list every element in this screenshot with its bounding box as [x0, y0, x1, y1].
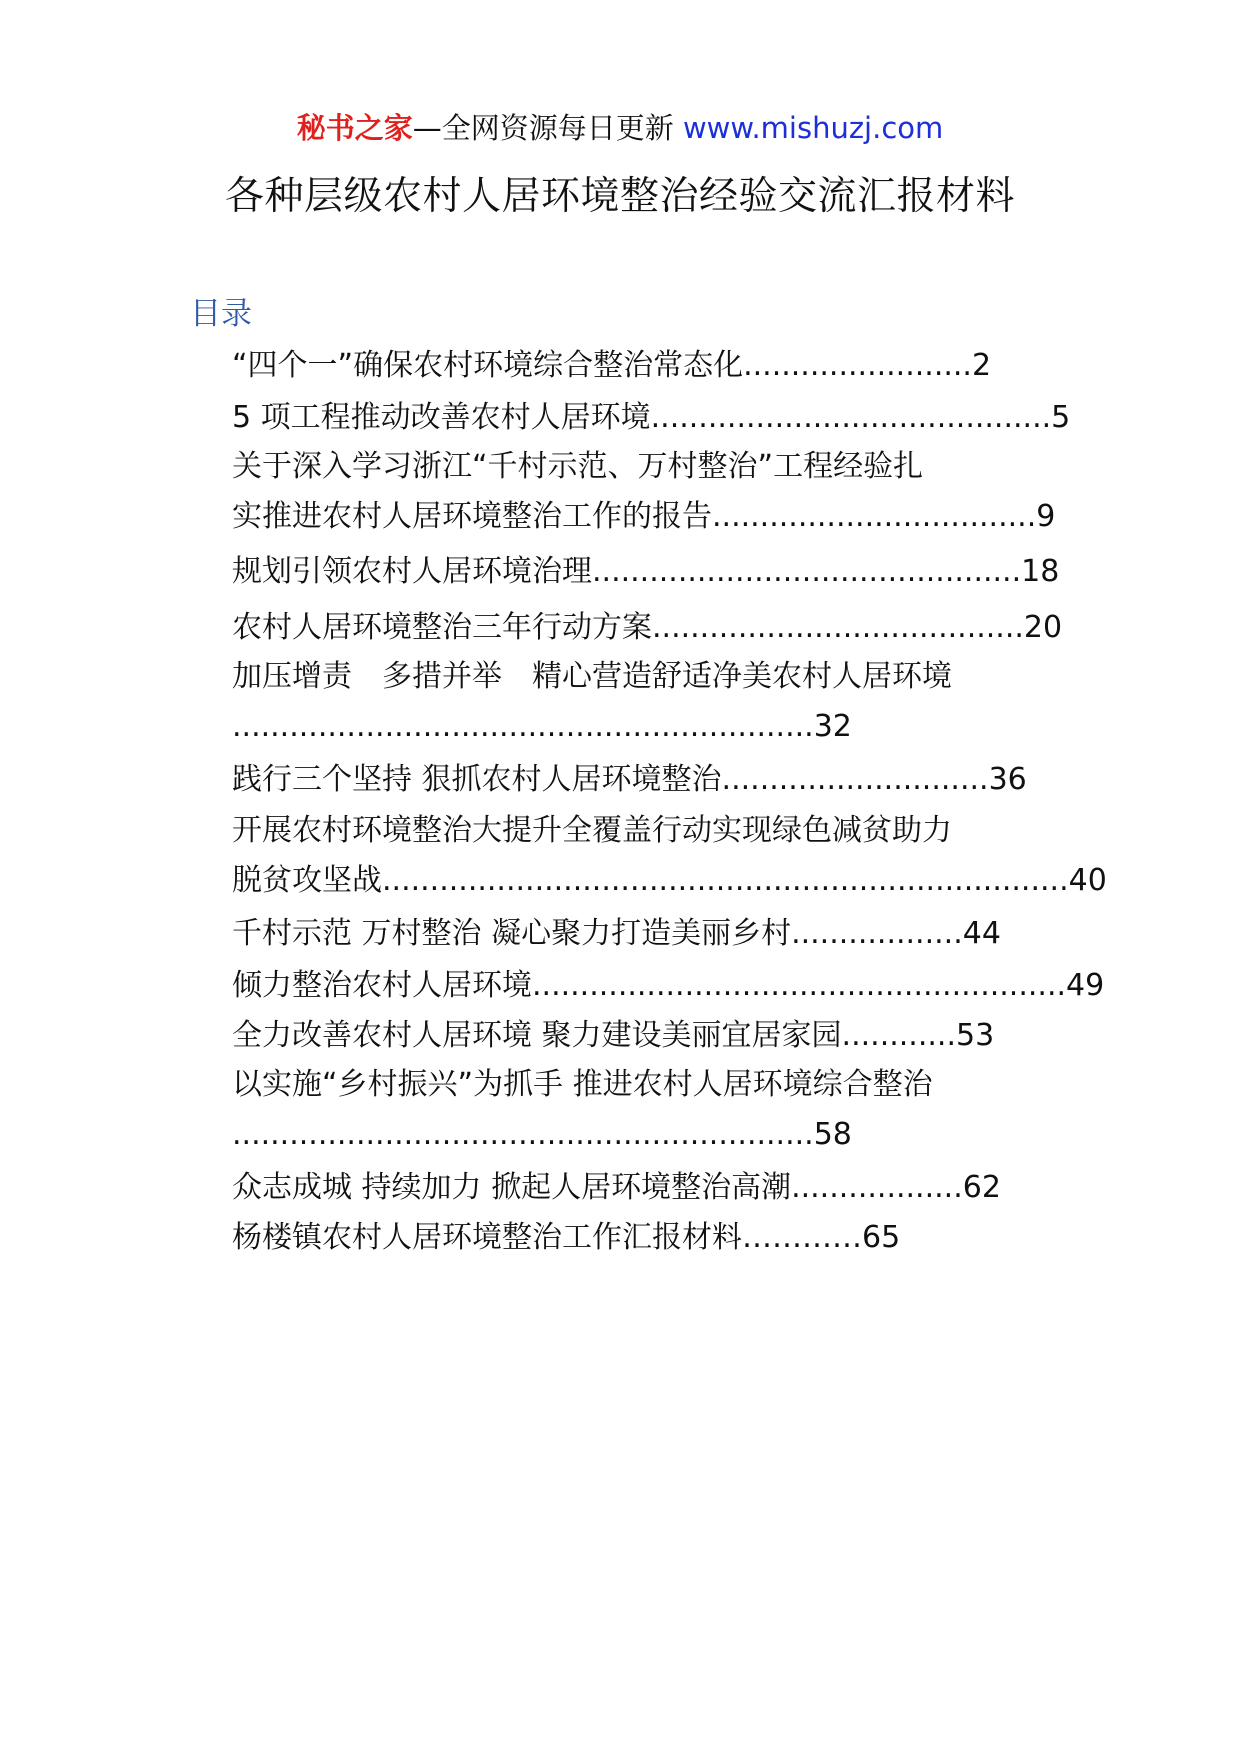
toc-entry[interactable] — [232, 442, 1055, 542]
toc-entry-title: 全力改善农村人居环境 聚力建设美丽宜居家园 — [232, 1018, 842, 1053]
toc-entry-title-line1: 关于深入学习浙江“千村示范、万村整治”工程经验扎 — [232, 449, 924, 484]
toc-entry-page: 53 — [955, 1018, 995, 1053]
toc-entry-page: 2 — [971, 348, 992, 383]
toc-entry-page: 40 — [1068, 863, 1107, 898]
toc-entry-leader: ............................................................. — [232, 1117, 814, 1152]
toc-entry[interactable] — [232, 606, 1062, 650]
toc-entry[interactable] — [232, 758, 1027, 802]
toc-entry-page: 58 — [813, 1117, 852, 1152]
toc-heading: 目录 — [190, 296, 252, 332]
toc-entry[interactable] — [232, 652, 952, 752]
toc-entry-leader: ........................................................ — [532, 968, 1067, 1003]
toc-entry-page: 20 — [1023, 610, 1063, 645]
toc-entry[interactable] — [232, 344, 991, 388]
toc-entry-page: 49 — [1066, 968, 1105, 1003]
toc-entry[interactable] — [232, 396, 1070, 440]
site-header — [0, 108, 1240, 148]
toc-entry-leader: ............................ — [721, 762, 989, 797]
toc-entry-title-line1: 加压增责 多措并举 精心营造舒适净美农村人居环境 — [232, 659, 952, 694]
toc-entry[interactable] — [232, 912, 1001, 956]
toc-entry[interactable] — [232, 806, 1107, 906]
toc-entry-title: 杨楼镇农村人居环境整治工作汇报材料 — [232, 1220, 742, 1255]
toc-entry-title-line2: 脱贫攻坚战 — [232, 863, 382, 898]
toc-entry-leader: .................................. — [712, 499, 1037, 534]
toc-entry-title: 规划引领农村人居环境治理 — [232, 554, 592, 589]
toc-entry-leader: ............................................................. — [232, 709, 814, 744]
toc-entry-leader: ............ — [841, 1018, 956, 1053]
site-url-link[interactable]: www.mishuzj.com — [682, 111, 944, 145]
toc-entry-leader: ………… — [742, 1220, 862, 1255]
toc-entry-title: 倾力整治农村人居环境 — [232, 968, 532, 1003]
toc-entry-title: 5 项工程推动改善农村人居环境 — [232, 400, 651, 435]
toc-entry[interactable] — [232, 1014, 994, 1058]
toc-entry-leader: .......................................... — [650, 400, 1052, 435]
document-title: 各种层级农村人居环境整治经验交流汇报材料 — [224, 174, 1015, 219]
toc-entry-leader: ....................................... — [652, 610, 1024, 645]
toc-entry-title: 践行三个坚持 狠抓农村人居环境整治 — [232, 762, 722, 797]
toc-entry-page: 5 — [1051, 400, 1071, 435]
toc-entry[interactable] — [232, 964, 1104, 1008]
toc-entry-leader: ........................................................................ — [382, 863, 1069, 898]
toc-entry-page: 32 — [813, 709, 852, 744]
toc-entry-leader: .................. — [791, 1170, 963, 1205]
toc-entry-leader: ............................................. — [592, 554, 1022, 589]
toc-entry-title-line1: 以实施“乡村振兴”为抓手 推进农村人居环境综合整治 — [232, 1067, 933, 1102]
toc-entry[interactable] — [232, 1216, 900, 1260]
toc-entry-page: 18 — [1021, 554, 1060, 589]
toc-entry-title: 千村示范 万村整治 凝心聚力打造美丽乡村 — [232, 916, 792, 951]
toc-entry[interactable] — [232, 1060, 933, 1160]
toc-entry-title-line2: 实推进农村人居环境整治工作的报告 — [232, 499, 712, 534]
toc-entry-page: 62 — [962, 1170, 1001, 1205]
toc-entry-title: 农村人居环境整治三年行动方案 — [232, 610, 652, 645]
toc-entry-leader: ........................ — [743, 348, 972, 383]
toc-entry-title: “四个一”确保农村环境综合整治常态化 — [232, 348, 744, 383]
header-slogan: —全网资源每日更新 — [412, 111, 683, 145]
toc-entry-page: 9 — [1036, 499, 1056, 534]
brand-name: 秘书之家 — [296, 111, 413, 145]
toc-entry-page: 44 — [962, 916, 1001, 951]
toc-entry-leader: .................. — [791, 916, 963, 951]
toc-entry-page: 65 — [862, 1220, 901, 1255]
toc-entry-title: 众志成城 持续加力 掀起人居环境整治高潮 — [232, 1170, 792, 1205]
toc-entry[interactable] — [232, 550, 1059, 594]
toc-entry-title-line1: 开展农村环境整治大提升全覆盖行动实现绿色减贫助力 — [232, 813, 952, 848]
toc-entry[interactable] — [232, 1166, 1001, 1210]
toc-entry-page: 36 — [988, 762, 1027, 797]
